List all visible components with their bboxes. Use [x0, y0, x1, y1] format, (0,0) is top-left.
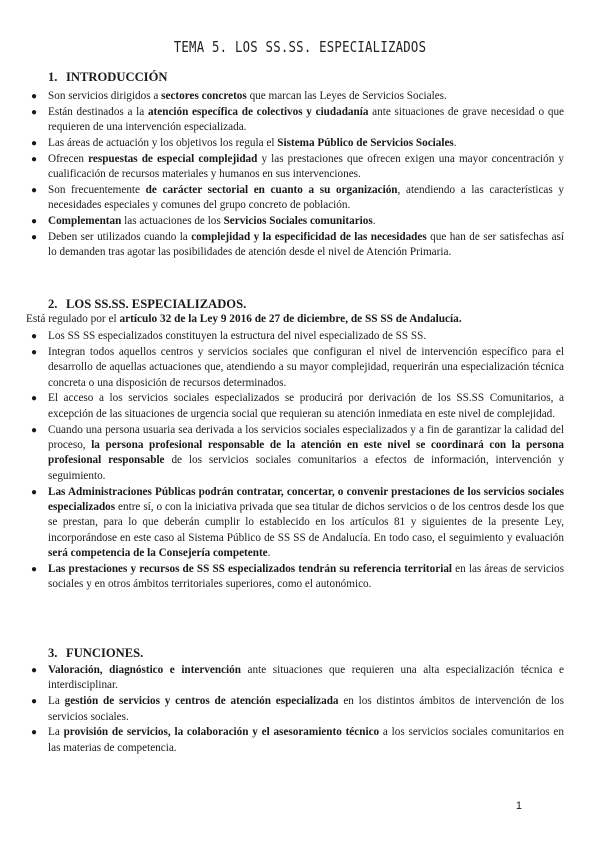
bullet-item	[31, 663, 565, 694]
text-run: en los distintos ámbitos de intervención de los servicios sociales.	[48, 695, 564, 723]
bold-text: provisión de servicios, la colaboración y el asesoramiento técnico	[63, 726, 380, 739]
text-run: Ofrecen	[48, 152, 89, 165]
bullet-icon: ●	[31, 424, 38, 436]
bullet-item	[31, 725, 564, 756]
text-run: en las áreas de servicios sociales y en otros ámbitos territoriales superiores, como el autonómico.	[48, 563, 564, 591]
text-run: Son frecuentemente	[48, 184, 146, 196]
bullet-item	[31, 136, 564, 151]
bullet-list-funciones	[31, 663, 565, 757]
text-run: Los SS SS especializados constituyen la estructura del nivel especializado de SS SS.	[48, 330, 427, 342]
text-run: entre sí, o con la iniciativa privada que sea titular de dichos servicios o de los centros desde los que se prestan, para lo que deberán cumplir lo establecido en los artículos 81 y siguientes de la presente Ley, incorporándose en este caso al Sistema Público de SS SS de Andalucía. En todo caso, el seguimiento y evaluación	[48, 501, 564, 544]
bold-text: Valoración, diagnóstico e intervención	[48, 664, 241, 676]
section-title: LOS SS.SS. ESPECIALIZADOS.	[66, 297, 247, 311]
bold-text: la persona profesional responsable de la atención en este nivel se coordinará con la persona profesional responsable	[48, 439, 564, 467]
bullet-icon: ●	[31, 346, 38, 358]
text-run: Deben ser utilizados cuando la	[48, 231, 192, 243]
bold-text: será competencia de la Consejería competente	[48, 547, 268, 560]
text-run: Integran todos aquellos centros y servicios sociales que configuran el nivel de intervención específico para el desarrollo de aquellas actuaciones que, atendiendo a su mayor complejidad, requerirán una especialización técnica concreta o una disposición de recursos determinados.	[48, 345, 564, 389]
bullet-icon: ●	[31, 106, 38, 118]
text-run: Están destinados a la	[48, 105, 148, 118]
bold-text: Las prestaciones y recursos de SS SS especializados tendrán su referencia territorial	[48, 563, 453, 576]
text-run: Las áreas de actuación y los objetivos los regula el	[48, 137, 278, 149]
bold-text: respuestas de especial complejidad	[88, 152, 258, 165]
bullet-icon: ●	[31, 153, 38, 165]
section-number: 2.	[48, 297, 58, 311]
section-intro-line	[26, 313, 462, 325]
bullet-icon: ●	[31, 138, 38, 149]
text-run: .	[372, 215, 376, 228]
section-number: 1.	[48, 70, 58, 84]
bullet-list-especializados	[31, 329, 564, 593]
bullet-icon: ●	[31, 232, 38, 243]
text-run: y las prestaciones que ofrecen exigen una mayor concentración y cualificación de recursos materiales y humanos en sus intervenciones.	[48, 152, 565, 181]
bullet-icon: ●	[31, 216, 38, 228]
section-title: INTRODUCCIÓN	[66, 70, 168, 84]
text-run: que han de ser satisfechas así lo demanden tras agotar las posibilidades de atención desde el nivel de Atención Primaria.	[48, 231, 564, 259]
bullet-icon: ●	[31, 564, 38, 576]
bullet-item	[31, 329, 564, 344]
text-run: a los servicios sociales comunitarios en las materias de competencia.	[48, 726, 564, 754]
bold-text: artículo 32 de la Ley 9 2016 de 27 de diciembre, de SS SS de Andalucía.	[119, 313, 462, 325]
bullet-item	[31, 485, 564, 562]
bold-text: Las Administraciones Públicas podrán contratar, concertar, o convenir prestaciones de los servicios sociales especializados	[48, 485, 564, 514]
bullet-item	[31, 562, 564, 593]
bold-text: Servicios Sociales comunitarios	[223, 215, 373, 228]
text-run: .	[453, 137, 457, 149]
bold-text: atención específica de colectivos y ciudadanía	[147, 105, 369, 118]
bullet-icon: ●	[31, 91, 38, 102]
bullet-item	[31, 423, 564, 485]
bold-text: Sistema Público de Servicios Sociales	[277, 137, 454, 149]
bold-text: gestión de servicios y centros de atención especializada	[64, 695, 339, 708]
page-number: 1	[515, 800, 522, 812]
bullet-item	[31, 89, 564, 104]
section-heading-introduccion	[48, 70, 167, 85]
text-run: .	[267, 547, 271, 560]
text-run: de los servicios sociales comunitarios a efectos de información, intervención y seguimiento.	[48, 454, 564, 482]
bold-text: de carácter sectorial en cuanto a su organización	[145, 184, 398, 196]
bullet-item	[31, 230, 564, 261]
bullet-icon: ●	[31, 727, 38, 739]
text-run: , atendiendo a las características y necesidades especiales y comunes del grupo concreto de población.	[48, 184, 565, 212]
bullet-icon: ●	[31, 486, 38, 498]
text-run: ante situaciones que requieren una alta especialización técnica e interdisciplinar.	[48, 664, 565, 692]
bullet-item	[31, 694, 564, 725]
bullet-icon: ●	[31, 393, 38, 405]
bullet-item	[31, 183, 565, 214]
bullet-icon: ●	[31, 665, 38, 676]
text-run: La	[48, 726, 64, 739]
page-title: TEMA 5. LOS SS.SS. ESPECIALIZADOS	[173, 38, 427, 56]
bullet-item	[31, 152, 565, 183]
bullet-icon: ●	[31, 185, 38, 196]
bullet-item	[31, 214, 564, 229]
bullet-list-introduccion	[31, 89, 565, 261]
section-number: 3.	[48, 646, 58, 660]
bold-text: sectores concretos	[161, 90, 247, 102]
bullet-item	[31, 105, 565, 136]
bold-text: Complementan	[48, 215, 122, 228]
section-title: FUNCIONES.	[66, 646, 144, 660]
text-run: Está regulado por el	[26, 313, 120, 325]
text-run: las actuaciones de los	[121, 215, 224, 228]
text-run: Son servicios dirigidos a	[48, 90, 162, 102]
text-run: Cuando una persona usuaria sea derivada a los servicios sociales especializados y a fin de garantizar la calidad del proceso,	[48, 423, 564, 452]
section-heading-funciones	[48, 646, 143, 661]
text-run: que marcan las Leyes de Servicios Sociales.	[246, 90, 447, 102]
text-run: La	[48, 695, 65, 708]
bullet-icon: ●	[31, 696, 38, 708]
section-heading-especializados	[48, 297, 246, 312]
bold-text: complejidad y la especificidad de las necesidades	[191, 231, 427, 243]
bullet-icon: ●	[31, 331, 38, 342]
bullet-item	[31, 345, 564, 391]
text-run: El acceso a los servicios sociales especializados se producirá por derivación de los SS.SS Comunitarios, a excepción de las situaciones de urgencia social que requieran su atención inmediata en este nivel de complejidad.	[48, 392, 564, 420]
text-run: ante situaciones de grave necesidad o que requieren de una intervención especializada.	[48, 105, 565, 134]
bullet-item	[31, 391, 564, 422]
